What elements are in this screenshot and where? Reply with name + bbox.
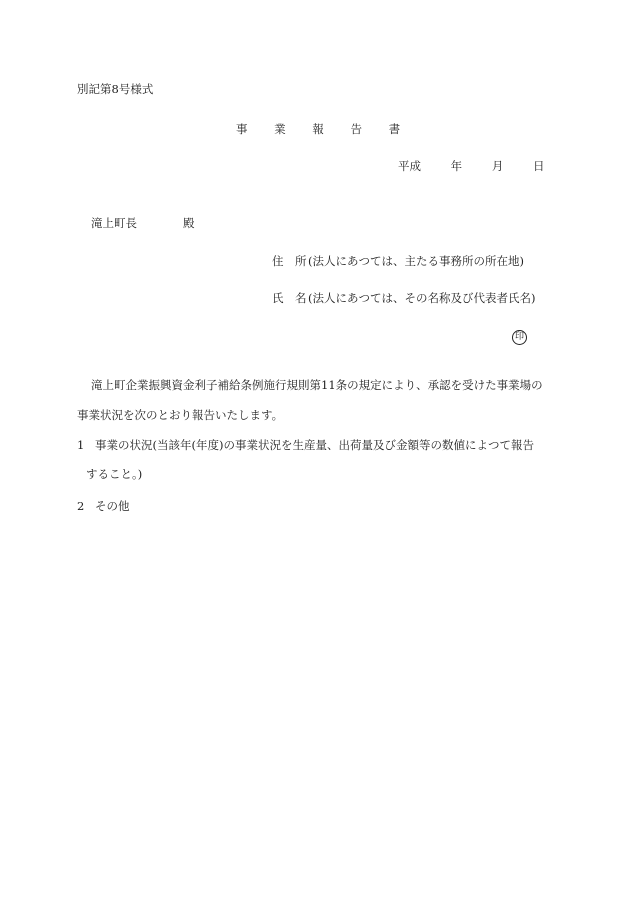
- title-char: 事: [236, 122, 248, 136]
- honorific: 殿: [183, 216, 195, 230]
- list-item-1-continuation: すること。): [86, 467, 143, 481]
- addressee: 滝上町長: [91, 216, 137, 230]
- title-char: 書: [388, 122, 401, 136]
- address-note: (法人にあつては、主たる事務所の所在地): [308, 254, 524, 268]
- body-text-line: 滝上町企業振興資金利子補給条例施行規則第11条の規定により、承認を受けた事業場の: [91, 378, 543, 392]
- title-char: 業: [274, 122, 286, 136]
- date-day: 日: [532, 159, 545, 173]
- name-note: (法人にあつては、その名称及び代表者氏名): [308, 291, 536, 305]
- date-line: [398, 161, 544, 173]
- list-item-1: [77, 440, 534, 452]
- address-row: [272, 256, 524, 268]
- body-text-line: 事業状況を次のとおり報告いたします。: [77, 408, 284, 422]
- title-char: 報: [312, 122, 324, 136]
- name-label: 氏 名: [272, 291, 307, 305]
- title-char: 告: [350, 122, 362, 136]
- date-year: 年: [450, 159, 463, 173]
- document-title: [236, 124, 400, 136]
- date-era: 平成: [398, 159, 421, 173]
- seal-mark: 印: [512, 330, 527, 345]
- item-text: 事業の状況(当該年(年度)の事業状況を生産量、出荷量及び金額等の数値によつて報告: [95, 438, 534, 452]
- item-text: その他: [95, 499, 130, 513]
- list-item-2: [77, 501, 130, 513]
- name-row: [272, 293, 535, 305]
- item-number: 2: [77, 499, 85, 513]
- date-month: 月: [491, 159, 504, 173]
- form-number: 別記第8号様式: [77, 82, 154, 96]
- item-number: 1: [77, 438, 85, 452]
- address-label: 住 所: [272, 254, 307, 268]
